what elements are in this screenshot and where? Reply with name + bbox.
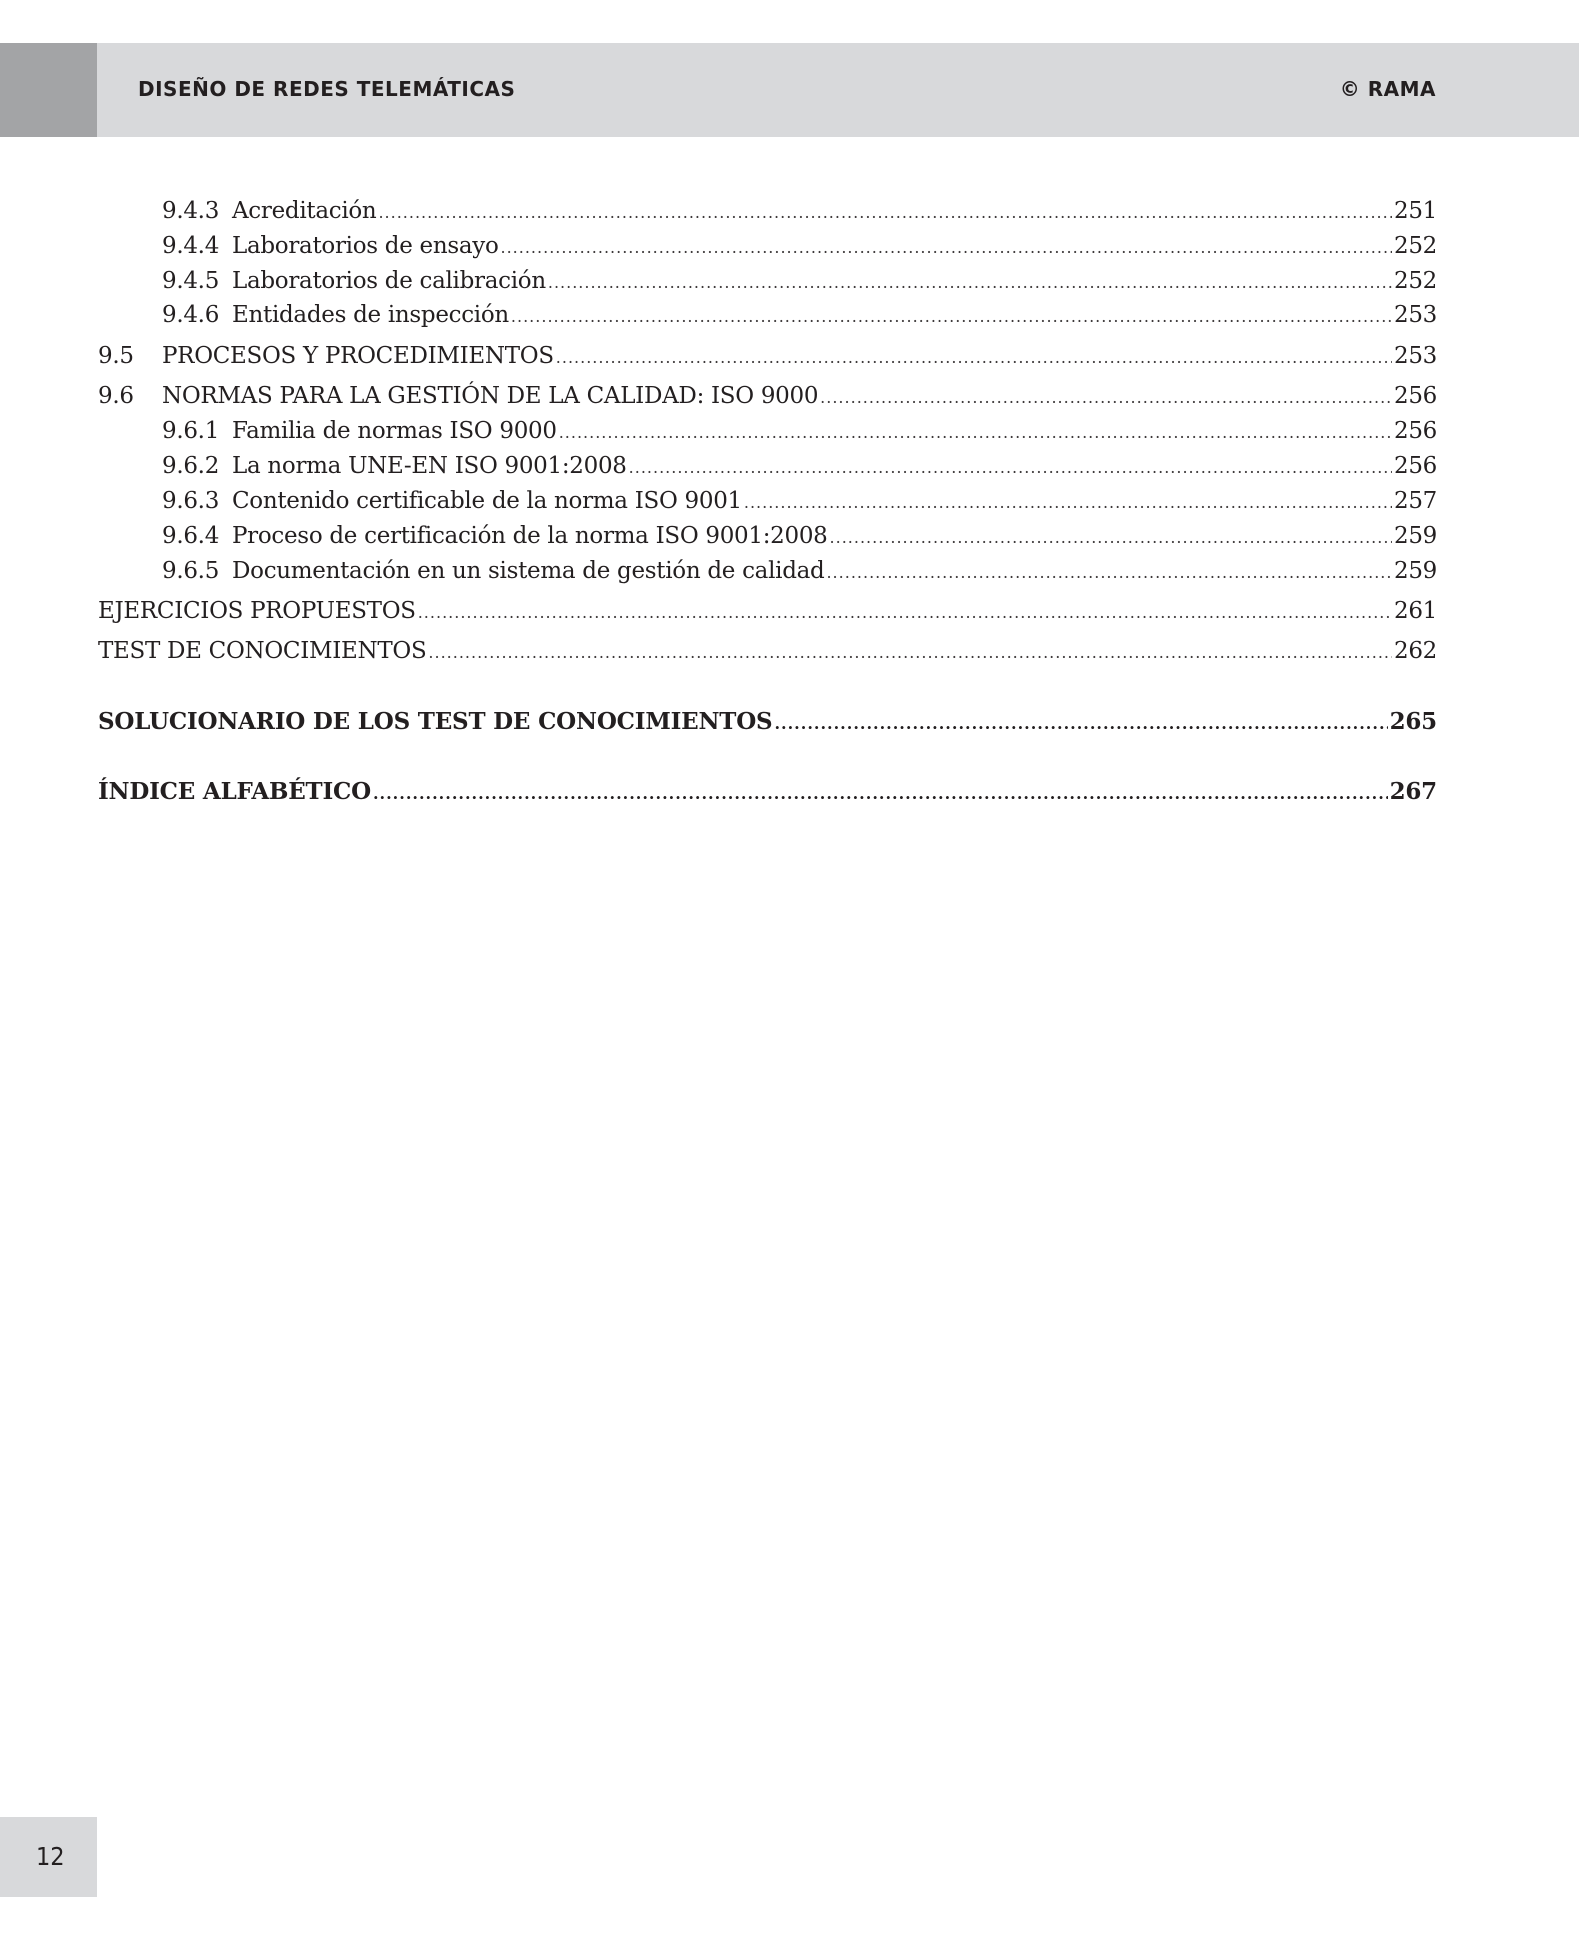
toc-entry-indice-alfabetico[interactable]: [98, 777, 1437, 809]
toc-entry-label: Laboratorios de ensayo: [232, 233, 499, 259]
toc-dot-leader: [826, 556, 1392, 588]
toc-entry-page: 256: [1394, 383, 1437, 409]
toc-entry-number: 9.4.4: [162, 233, 220, 259]
toc-entry-label: TEST DE CONOCIMIENTOS: [98, 638, 427, 664]
toc-dot-leader: [373, 777, 1388, 809]
toc-entry-label: Laboratorios de calibración: [232, 268, 546, 294]
toc-entry-label: NORMAS PARA LA GESTIÓN DE LA CALIDAD: ISO 9000: [162, 383, 819, 409]
toc-dot-leader: [378, 196, 1392, 228]
toc-entry-number: 9.5: [98, 343, 134, 369]
toc-dot-leader: [830, 521, 1392, 553]
toc-entry-9-6-5[interactable]: [162, 556, 1437, 588]
running-header-publisher: © RAMA: [1339, 77, 1436, 101]
toc-entry-page: 252: [1394, 268, 1437, 294]
toc-entry-page: 252: [1394, 233, 1437, 259]
toc-entry-label: La norma UNE-EN ISO 9001:2008: [232, 453, 627, 479]
toc-dot-leader: [428, 636, 1392, 668]
toc-entry-9-4-3[interactable]: [162, 196, 1437, 228]
toc-dot-leader: [511, 300, 1392, 332]
toc-entry-label: ÍNDICE ALFABÉTICO: [98, 778, 371, 805]
toc-entry-number: 9.4.5: [162, 268, 220, 294]
toc-entry-9-4-5[interactable]: [162, 266, 1437, 298]
toc-entry-label: EJERCICIOS PROPUESTOS: [98, 598, 416, 624]
toc-entry-label: Acreditación: [232, 198, 377, 224]
toc-entry-9-6-2[interactable]: [162, 451, 1437, 483]
toc-entry-number: 9.6.1: [162, 418, 220, 444]
toc-entry-test-de-conocimientos[interactable]: [98, 636, 1437, 668]
toc-entry-page: 251: [1394, 198, 1437, 224]
toc-entry-page: 256: [1394, 418, 1437, 444]
toc-entry-page: 267: [1389, 778, 1437, 805]
toc-entry-page: 262: [1394, 638, 1437, 664]
toc-dot-leader: [629, 451, 1392, 483]
toc-entry-page: 256: [1394, 453, 1437, 479]
toc-dot-leader: [548, 266, 1392, 298]
toc-entry-9-6-3[interactable]: [162, 486, 1437, 518]
toc-entry-number: 9.4.6: [162, 302, 220, 328]
toc-entry-page: 257: [1394, 488, 1437, 514]
toc-entry-number: 9.6.5: [162, 558, 220, 584]
header-tab-marker: [0, 43, 97, 137]
toc-entry-number: 9.6: [98, 383, 134, 409]
toc-dot-leader: [744, 486, 1392, 518]
toc-entry-number: 9.6.3: [162, 488, 220, 514]
toc-entry-label: Familia de normas ISO 9000: [232, 418, 557, 444]
toc-entry-9-6[interactable]: [98, 381, 1437, 413]
toc-entry-number: 9.6.2: [162, 453, 220, 479]
toc-dot-leader: [559, 416, 1392, 448]
toc-entry-label: Contenido certificable de la norma ISO 9001: [232, 488, 742, 514]
toc-dot-leader: [774, 707, 1387, 739]
toc-entry-9-5[interactable]: [98, 341, 1437, 373]
page-number: 12: [36, 1842, 65, 1871]
running-header-book-title: DISEÑO DE REDES TELEMÁTICAS: [138, 77, 516, 101]
toc-entry-ejercicios-propuestos[interactable]: [98, 596, 1437, 628]
toc-entry-page: 253: [1394, 302, 1437, 328]
toc-entry-label: Entidades de inspección: [232, 302, 509, 328]
toc-entry-page: 253: [1394, 343, 1437, 369]
toc-entry-page: 265: [1389, 708, 1437, 735]
toc-entry-page: 259: [1394, 558, 1437, 584]
toc-entry-9-4-4[interactable]: [162, 231, 1437, 263]
toc-entry-solucionario[interactable]: [98, 707, 1437, 739]
toc-entry-label: Documentación en un sistema de gestión de calidad: [232, 558, 825, 584]
toc-dot-leader: [556, 341, 1392, 373]
toc-entry-page: 259: [1394, 523, 1437, 549]
toc-dot-leader: [501, 231, 1393, 263]
toc-entry-9-6-1[interactable]: [162, 416, 1437, 448]
toc-entry-label: SOLUCIONARIO DE LOS TEST DE CONOCIMIENTOS: [98, 708, 773, 735]
toc-entry-label: Proceso de certificación de la norma ISO 9001:2008: [232, 523, 828, 549]
toc-dot-leader: [418, 596, 1392, 628]
toc-dot-leader: [820, 381, 1392, 413]
toc-entry-number: 9.4.3: [162, 198, 220, 224]
toc-entry-9-6-4[interactable]: [162, 521, 1437, 553]
toc-entry-page: 261: [1394, 598, 1437, 624]
toc-entry-label: PROCESOS Y PROCEDIMIENTOS: [162, 343, 554, 369]
toc-entry-number: 9.6.4: [162, 523, 220, 549]
toc-entry-9-4-6[interactable]: [162, 300, 1437, 332]
